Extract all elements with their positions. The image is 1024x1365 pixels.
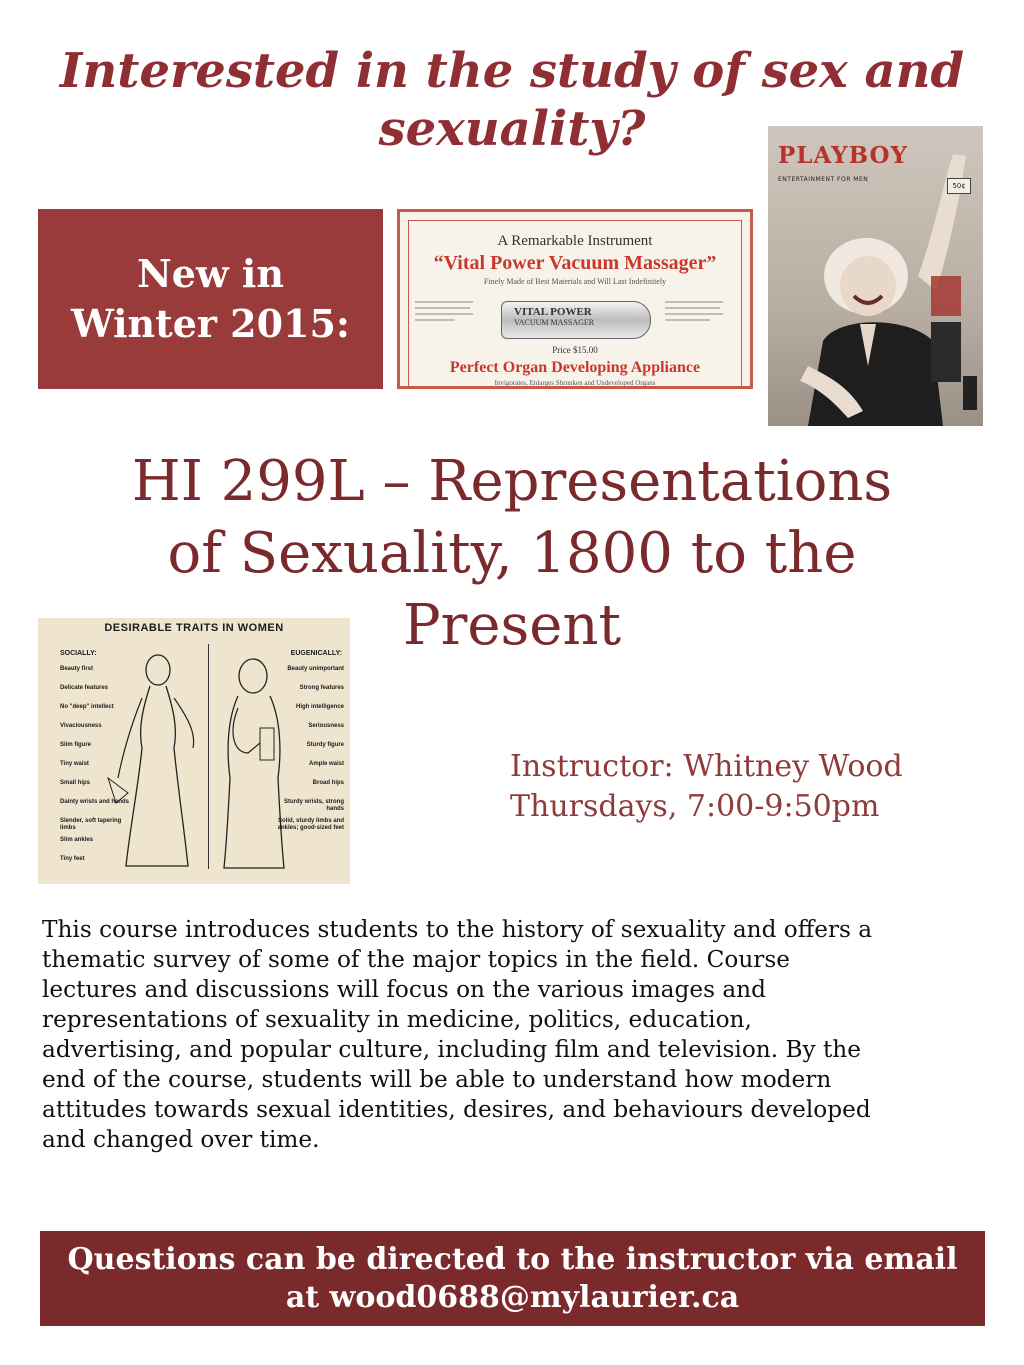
traits-right-item: Solid, sturdy limbs and ankles; good-sized feet [277, 818, 344, 831]
ad-side-text-left [415, 299, 485, 332]
ad-price: Price $15.00 [552, 345, 598, 355]
cover-stamp [963, 376, 977, 410]
new-in-winter-banner [38, 209, 383, 389]
desirable-traits-illustration [38, 618, 350, 884]
description-line: This course introduces students to the history of sexuality and offers a [42, 916, 873, 943]
traits-left-item: Tiny waist [60, 761, 89, 767]
ad-line-3: Finely Made of Best Materials and Will Last Indefinitely [483, 277, 667, 286]
ad-side-text-left-lines [415, 299, 475, 329]
description-line: and changed over time. [42, 1126, 320, 1153]
traits-left-item: Slim figure [60, 742, 92, 748]
traits-right-item: Strong features [299, 685, 344, 691]
traits-right-item: Sturdy wrists, strong hands [283, 799, 344, 812]
traits-left-item: Dainty wrists and hands [60, 799, 130, 805]
headline-line-1: Interested in the study of sex and [59, 43, 965, 99]
description-line: attitudes towards sexual identities, desires, and behaviours developed [42, 1096, 871, 1123]
traits-right-item: Sturdy figure [306, 742, 344, 748]
traits-left-item: No "deep" intellect [60, 704, 114, 710]
headline-line-2: sexuality? [378, 101, 646, 157]
traits-left-item: Beauty first [60, 666, 94, 672]
description-line: lectures and discussions will focus on the various images and [42, 976, 766, 1003]
ad-line-2: “Vital Power Vacuum Massager” [433, 252, 717, 274]
description-line: advertising, and popular culture, including film and television. By the [42, 1036, 861, 1063]
traits-left-item: Tiny feet [60, 856, 85, 862]
traits-left-item: Delicate features [60, 685, 109, 691]
ad-line-4: Perfect Organ Developing Appliance [449, 359, 701, 376]
traits-right-item: Seriousness [308, 723, 344, 729]
traits-left-item: Small hips [60, 780, 91, 786]
traits-right-item: Beauty unimportant [287, 666, 344, 672]
description-line: representations of sexuality in medicine, politics, education, [42, 1006, 752, 1033]
cover-red-label [931, 276, 961, 316]
instructor-name: Instructor: Whitney Wood [510, 749, 903, 784]
traits-right-item: High intelligence [295, 704, 344, 710]
class-time: Thursdays, 7:00-9:50pm [510, 789, 880, 824]
traits-left-item: Vivaciousness [60, 723, 102, 729]
ad-line-5: Invigorates, Enlarges Shrunken and Undeveloped Organs [494, 379, 656, 387]
ad-line-1: A Remarkable Instrument [497, 233, 653, 249]
device-label-2: VACUUM MASSAGER [514, 318, 595, 327]
course-title-line-1: HI 299L – Representations [131, 449, 893, 514]
traits-right-item: Ample waist [308, 761, 344, 767]
banner-line-1: New in [137, 251, 284, 296]
traits-left-title: SOCIALLY: [60, 650, 97, 657]
traits-left-item: Slim ankles [60, 837, 94, 843]
contact-line-1: Questions can be directed to the instructor via email [67, 1241, 958, 1277]
description-line: thematic survey of some of the major topics in the field. Course [42, 946, 791, 973]
cover-title: PLAYBOY [778, 142, 908, 169]
cover-dark-label [931, 322, 961, 382]
course-title-line-3: Present [402, 593, 622, 658]
course-description [42, 915, 992, 1155]
magazine-cover-image [768, 126, 983, 426]
traits-left-item: Slender, soft tapering limbs [60, 818, 122, 831]
massager-device [501, 301, 651, 339]
traits-right-title: EUGENICALLY: [290, 650, 342, 657]
cover-price: 50¢ [947, 178, 971, 194]
description-line: end of the course, students will be able to understand how modern [42, 1066, 832, 1093]
traits-header: DESIRABLE TRAITS IN WOMEN [104, 622, 284, 634]
cover-subtitle: ENTERTAINMENT FOR MEN [778, 176, 869, 183]
contact-banner [40, 1231, 985, 1326]
traits-right-item: Broad hips [312, 780, 344, 786]
banner-line-2: Winter 2015: [71, 301, 350, 346]
ad-side-text-right-lines [665, 299, 725, 329]
course-title-line-2: of Sexuality, 1800 to the [167, 521, 857, 586]
device-label-1: VITAL POWER [514, 306, 592, 318]
traits-right-list [274, 666, 344, 837]
instructor-info [510, 747, 903, 827]
vacuum-massager-ad-image [397, 209, 753, 389]
contact-line-2: at wood0688@mylaurier.ca [285, 1279, 740, 1315]
ad-side-text-right [665, 299, 735, 332]
